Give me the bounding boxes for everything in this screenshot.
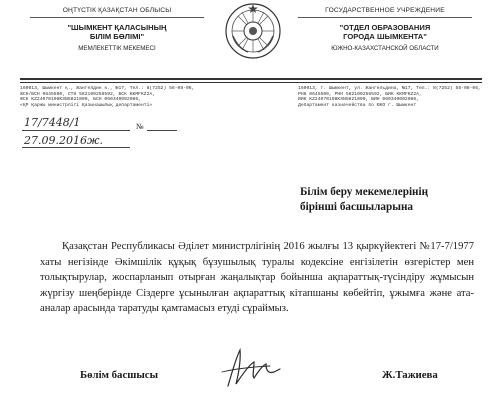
address-block-right xyxy=(298,86,483,108)
address-left-line: «ҚР Қаржы министрлігі Қазынашылық департаменті» xyxy=(20,102,153,108)
address-left-line: ЖСК KZ24070108KSN5821000, БСН 060340002086, xyxy=(20,97,141,103)
outgoing-date: 27.09.2016ж. xyxy=(24,134,103,147)
address-left-line: ЖСН/БСН 0645500, СТН 582100256592, БСК KKMFKZ2A, xyxy=(20,91,156,97)
outgoing-number-underline xyxy=(22,130,130,131)
state-emblem-icon xyxy=(224,2,282,60)
address-left-line: 160013, Шымкент қ., Жангелдин к., №17, Тел.: 8(7252) 56-08-06, xyxy=(20,86,195,91)
number-sign-underline xyxy=(147,130,177,131)
letterhead-divider-thin xyxy=(20,82,482,83)
letterhead-divider-thick xyxy=(20,78,482,80)
letterhead-right-region: ЮЖНО-КАЗАХСТАНСКОЙ ОБЛАСТИ xyxy=(331,45,439,52)
signatory-position: Бөлім басшысы xyxy=(80,369,159,381)
letter-body: Қазақстан Республикасы Әділет министрлігінің 2016 жылғы 13 қыркүйектегі №17-7/1977 хаты негізінде Әкімшілік құқық бұзушылық туралы кодексіне енгізілетін өзгерістер мен толықтырулар, жоспарланып отырған жаңалықтар бойынша ақпараттық-түсіндіру жұмысын жүргізу шеңберінде Сіздерге ұсынылған ақпараттық кітапшаны көбейтіп, ұжымға және ата-аналар арасында таратуды қамтамасыз етуді сұраймыз. xyxy=(40,241,474,314)
addressee-line1: Білім беру мекемелерінің xyxy=(300,186,429,198)
address-right-line: ИИК KZ24070108KSN5821000, БИН 060340002086, xyxy=(298,97,419,103)
number-sign-label: № xyxy=(136,122,144,131)
letterhead-left-department-line2: БІЛІМ БӨЛІМІ" xyxy=(89,32,145,41)
letterhead-left xyxy=(22,6,212,53)
address-block-left xyxy=(20,86,205,108)
letterhead-right-rule xyxy=(298,17,472,18)
letterhead-right-institution-type: ГОСУДАРСТВЕННОЕ УЧРЕЖДЕНИЕ xyxy=(325,7,445,14)
letterhead-left-department-line1: "ШЫМКЕНТ ҚАЛАСЫНЫҢ xyxy=(67,23,167,32)
address-right-line: 160013, г. Шымкент, ул. Жангельдина, №17, Тел.: 8(7252) 56-08-06, xyxy=(298,86,481,91)
outgoing-date-underline xyxy=(22,147,130,148)
signatory-name: Ж.Тажиева xyxy=(382,369,438,381)
letterhead-right xyxy=(290,6,480,53)
addressee-block xyxy=(300,185,490,215)
addressee-line2: бірінші басшыларына xyxy=(300,201,414,213)
letterhead-left-region: ОҢТҮСТІК ҚАЗАҚСТАН ОБЛЫСЫ xyxy=(62,7,172,14)
handwritten-signature-icon xyxy=(210,342,285,392)
letterhead-right-department-line2: ГОРОДА ШЫМКЕНТА" xyxy=(343,32,427,41)
address-right-line: Департамент казначейства по ЮКО г. Шымкент xyxy=(298,102,417,108)
letterhead-left-institution-type: МЕМЛЕКЕТТІК МЕКЕМЕСІ xyxy=(78,45,156,52)
letterhead-left-rule xyxy=(30,17,204,18)
address-right-line: РНН 0645500, РНН 582100256592, БИК KKMFKZ2A, xyxy=(298,91,422,97)
letterhead-right-department-line1: "ОТДЕЛ ОБРАЗОВАНИЯ xyxy=(339,23,431,32)
outgoing-number: 17/7448/1 xyxy=(24,116,81,129)
